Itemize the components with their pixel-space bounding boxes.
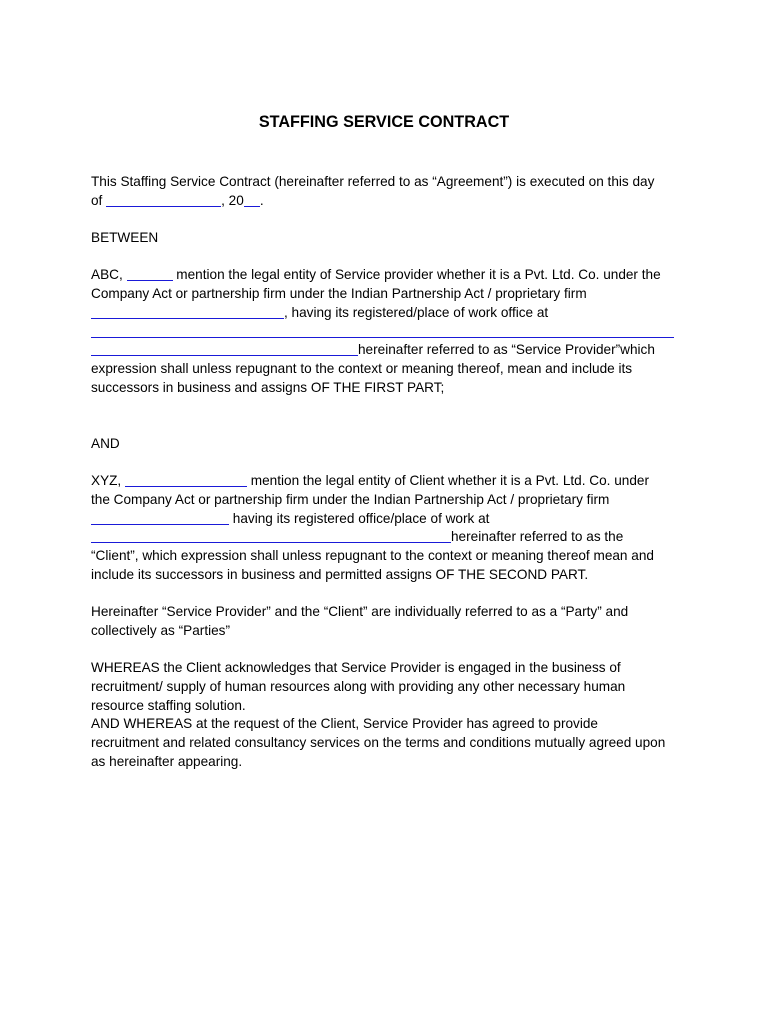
second-party-line-1-rest: mention the legal entity of Client whether it is a Pvt. Ltd. Co. under [247, 473, 649, 489]
intro-line-2-end: . [259, 192, 264, 208]
between-label: BETWEEN [91, 230, 159, 246]
parties-line-2: collectively as “Parties” [91, 622, 230, 638]
client-address-blank[interactable] [91, 529, 451, 543]
provider-address-blank-1[interactable] [91, 323, 691, 342]
date-blank[interactable] [106, 193, 221, 207]
whereas-paragraph [91, 659, 691, 771]
second-party-line-1 [91, 472, 691, 491]
whereas-line-3: resource staffing solution. [91, 697, 246, 713]
whereas-line-5: recruitment and related consultancy services on the terms and conditions mutually agreed upon [91, 734, 666, 750]
xyz-label: XYZ, [91, 473, 125, 489]
intro-line-2-mid: , 20 [221, 192, 244, 208]
first-party-paragraph [91, 266, 691, 397]
intro-line-2 [91, 192, 691, 211]
client-firm-blank[interactable] [91, 511, 229, 525]
xyz-entity-blank[interactable] [125, 473, 247, 487]
first-party-line-5 [91, 341, 691, 360]
intro-line-2-prefix: of [91, 192, 107, 208]
first-party-line-7: successors in business and assigns OF THE FIRST PART; [91, 379, 445, 395]
abc-entity-blank[interactable] [127, 267, 173, 281]
parties-line-1: Hereinafter “Service Provider” and the “Client” are individually referred to as a “Party” and [91, 604, 629, 620]
first-party-line-3-rest: , having its registered/place of work office at [284, 304, 549, 320]
intro-line-1: This Staffing Service Contract (hereinafter referred to as “Agreement”) is executed on this day [91, 174, 655, 189]
second-party-line-3 [91, 510, 691, 529]
first-party-line-1 [91, 266, 691, 285]
and-label: AND [91, 435, 120, 451]
document-title: STAFFING SERVICE CONTRACT [258, 113, 510, 131]
abc-label: ABC, [91, 267, 127, 283]
first-party-line-1-rest: mention the legal entity of Service provider whether it is a Pvt. Ltd. Co. under the [172, 267, 661, 283]
first-party-line-2: Company Act or partnership firm under the Indian Partnership Act / proprietary firm [91, 286, 587, 302]
second-party-line-2: the Company Act or partnership firm under the Indian Partnership Act / proprietary firm [91, 491, 610, 507]
intro-paragraph [91, 173, 691, 210]
whereas-line-4: AND WHEREAS at the request of the Client, Service Provider has agreed to provide [91, 716, 598, 732]
parties-paragraph [91, 603, 691, 640]
second-party-paragraph [91, 472, 691, 584]
second-party-line-6: include its successors in business and permitted assigns OF THE SECOND PART. [91, 566, 589, 582]
document-body [91, 173, 691, 771]
first-party-line-5-rest: hereinafter referred to as “Service Provider”which [358, 342, 655, 358]
second-party-line-4-rest: hereinafter referred to as the [451, 529, 624, 545]
year-blank[interactable] [244, 193, 260, 207]
second-party-line-4 [91, 528, 691, 547]
whereas-line-6: as hereinafter appearing. [91, 753, 243, 769]
first-party-line-6: expression shall unless repugnant to the context or meaning thereof, mean and include its [91, 360, 633, 376]
second-party-line-5: “Client”, which expression shall unless repugnant to the context or meaning thereof mean and [91, 547, 654, 563]
provider-address-blank-2[interactable] [91, 342, 358, 356]
provider-firm-blank[interactable] [91, 305, 284, 319]
second-party-line-3-rest: having its registered office/place of work at [229, 510, 490, 526]
first-party-line-3 [91, 304, 691, 323]
whereas-line-1: WHEREAS the Client acknowledges that Service Provider is engaged in the business of [91, 660, 621, 676]
whereas-line-2: recruitment/ supply of human resources along with providing any other necessary human [91, 678, 626, 694]
